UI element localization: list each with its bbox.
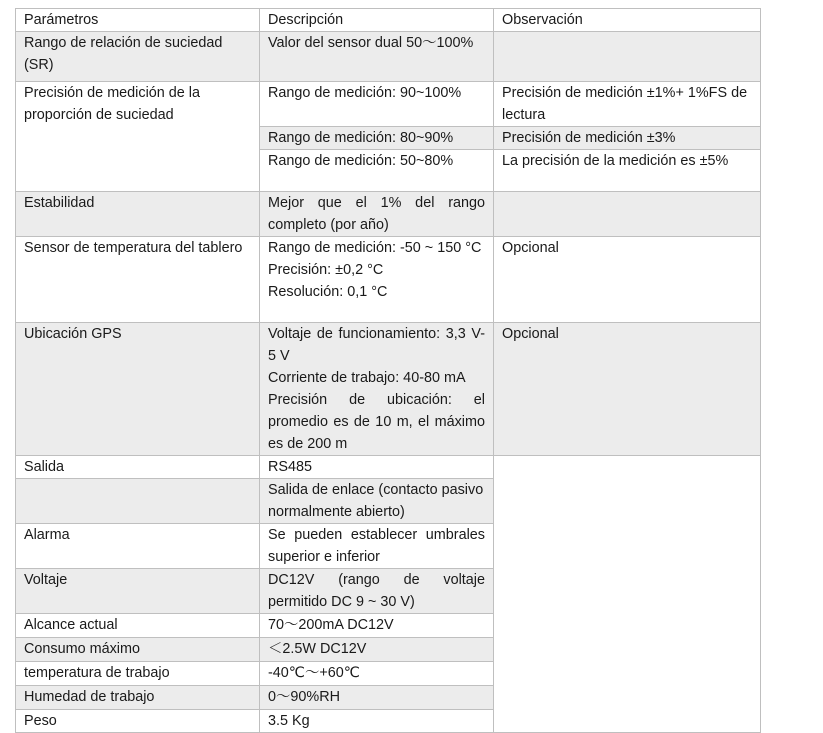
desc-line: Rango de medición: -50 ~ 150 °C <box>268 240 482 256</box>
desc-line: Precisión: ±0,2 °C <box>268 262 384 278</box>
row-param: temperatura de trabajo <box>16 662 260 686</box>
row-param: Alarma <box>16 524 260 569</box>
desc-line: Corriente de trabajo: 40-80 mA <box>268 370 466 386</box>
row-obs: Opcional <box>494 237 761 323</box>
row-param: Salida <box>16 456 260 479</box>
row-desc: 3.5 Kg <box>260 710 494 733</box>
row-obs <box>494 192 761 237</box>
row-param-empty <box>16 479 260 524</box>
row-param: Alcance actual <box>16 614 260 638</box>
table-row <box>16 82 761 127</box>
header-parametros: Parámetros <box>16 9 260 32</box>
row-desc: Valor del sensor dual 50～100% <box>260 32 494 82</box>
observacion-empty-cell <box>494 456 761 733</box>
header-observacion: Observación <box>494 9 761 32</box>
row-param: Peso <box>16 710 260 733</box>
row-obs: Opcional <box>494 323 761 456</box>
row-desc: Rango de medición: 50~80% <box>260 150 494 192</box>
table-row <box>16 237 761 323</box>
row-desc: Mejor que el 1% del rango completo (por año) <box>260 192 494 237</box>
row-param: Voltaje <box>16 569 260 614</box>
row-param: Humedad de trabajo <box>16 686 260 710</box>
row-desc <box>260 237 494 323</box>
row-obs <box>494 32 761 82</box>
row-desc: ＜2.5W DC12V <box>260 638 494 662</box>
row-param: Estabilidad <box>16 192 260 237</box>
row-param: Ubicación GPS <box>16 323 260 456</box>
table-row <box>16 192 761 237</box>
desc-line: Voltaje de funcionamiento: 3,3 V-5 V <box>268 326 485 364</box>
row-param: Sensor de temperatura del tablero <box>16 237 260 323</box>
row-desc: -40℃～+60℃ <box>260 662 494 686</box>
row-desc: 0～90%RH <box>260 686 494 710</box>
row-obs: Precisión de medición ±3% <box>494 127 761 150</box>
specifications-table <box>15 8 761 733</box>
row-obs: La precisión de la medición es ±5% <box>494 150 761 192</box>
row-param: Precisión de medición de la proporción de suciedad <box>16 82 260 192</box>
desc-line: Precisión de ubicación: el promedio es de 10 m, el máximo es de 200 m <box>268 392 485 452</box>
row-obs: Precisión de medición ±1%+ 1%FS de lectura <box>494 82 761 127</box>
row-desc: Rango de medición: 80~90% <box>260 127 494 150</box>
header-descripcion: Descripción <box>260 9 494 32</box>
table-header-row <box>16 9 761 32</box>
row-desc: 70～200mA DC12V <box>260 614 494 638</box>
row-desc: Rango de medición: 90~100% <box>260 82 494 127</box>
row-desc <box>260 323 494 456</box>
table-row <box>16 456 761 479</box>
row-desc: Salida de enlace (contacto pasivo normalmente abierto) <box>260 479 494 524</box>
desc-line: Resolución: 0,1 °C <box>268 284 388 300</box>
row-desc: DC12V (rango de voltaje permitido DC 9 ~ 30 V) <box>260 569 494 614</box>
row-param: Consumo máximo <box>16 638 260 662</box>
row-param: Rango de relación de suciedad (SR) <box>16 32 260 82</box>
table-row <box>16 323 761 456</box>
row-desc: RS485 <box>260 456 494 479</box>
row-desc: Se pueden establecer umbrales superior e inferior <box>260 524 494 569</box>
table-row <box>16 32 761 82</box>
